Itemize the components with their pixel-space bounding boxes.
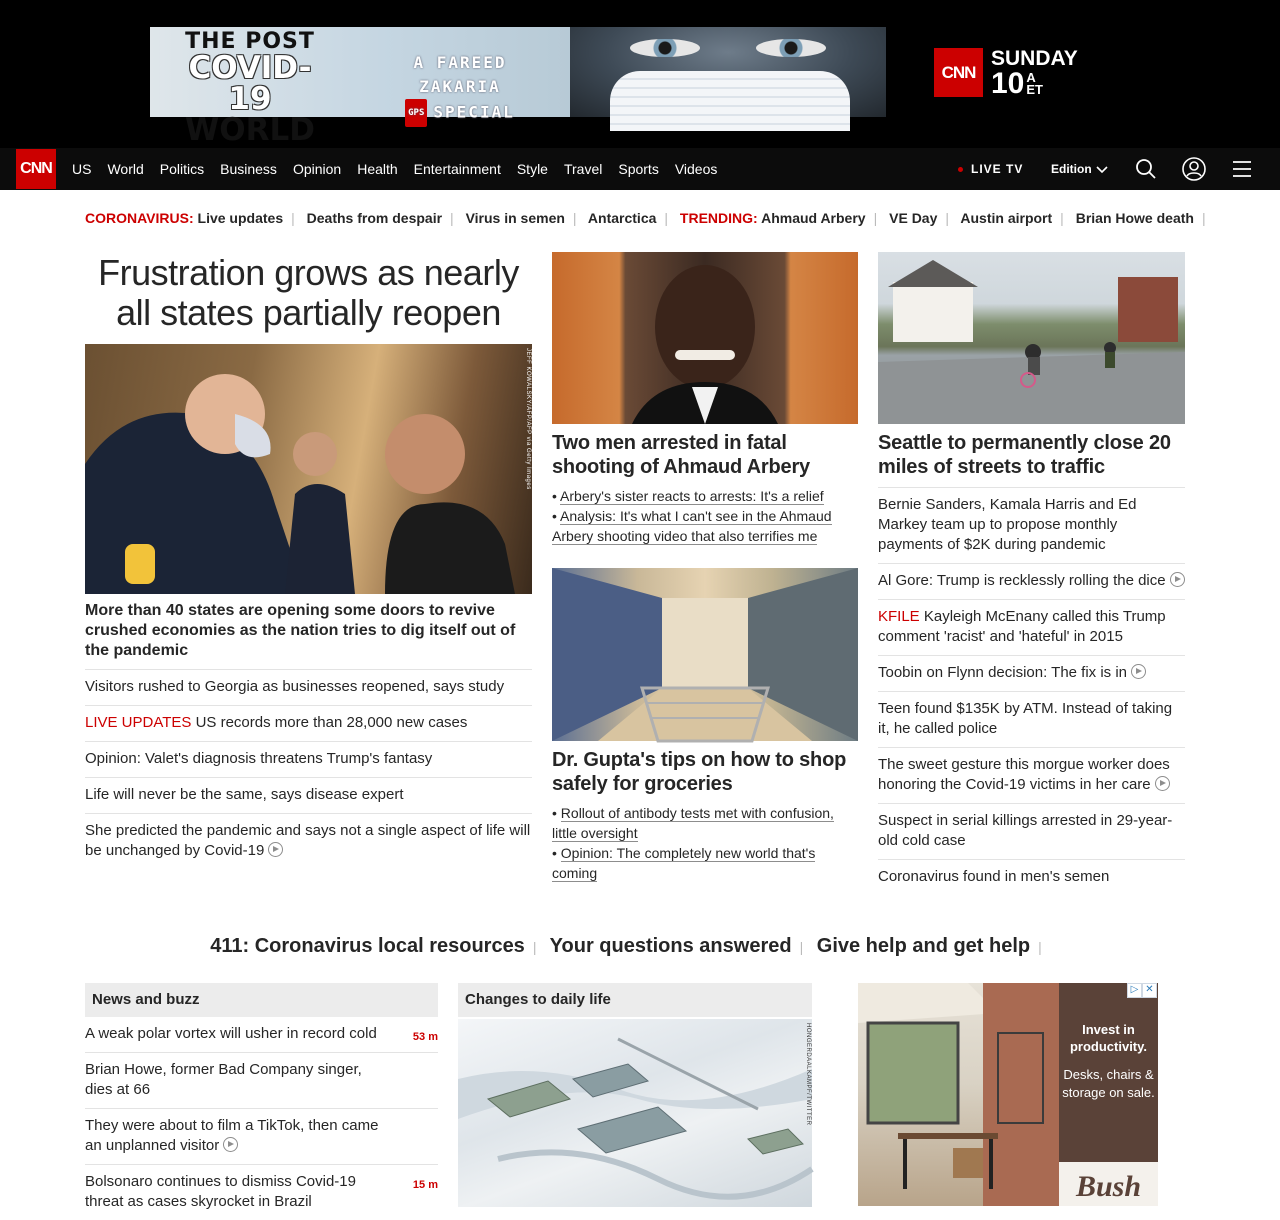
play-video-icon (1131, 664, 1146, 679)
list-item[interactable]: KFILE Kayleigh McEnany called this Trump comment 'racist' and 'hateful' in 2015 (878, 599, 1185, 655)
nav-us[interactable]: US (72, 161, 92, 177)
list-item[interactable]: Al Gore: Trump is recklessly rolling the dice (878, 563, 1185, 599)
ad-show-title: THE POST COVID-19 WORLD (185, 29, 315, 148)
seattle-street-image[interactable] (878, 252, 1185, 424)
hero-image-credit: JEFF KOWALSKY/AFP/AFP via Getty Images (525, 348, 531, 490)
edition-dropdown[interactable]: Edition (1051, 148, 1108, 190)
hero-related-links (85, 669, 532, 869)
nav-world[interactable]: World (107, 161, 144, 177)
trend-austin-airport[interactable]: Austin airport (960, 210, 1053, 226)
list-item[interactable]: Bernie Sanders, Kamala Harris and Ed Markey team up to propose monthly payments of $2K during pandemic (878, 487, 1185, 563)
nav-videos[interactable]: Videos (674, 161, 718, 177)
news-list (85, 1017, 438, 1220)
hero-image[interactable] (85, 344, 532, 594)
list-item[interactable]: She predicted the pandemic and says not a single aspect of life will be unchanged by Covid-19 (85, 813, 532, 869)
ad-headline: Invest in productivity. (1069, 1022, 1148, 1054)
cnn-logo-home[interactable]: CNN (16, 149, 56, 189)
list-item[interactable]: Coronavirus found in men's semen (878, 859, 1185, 895)
cnn-logo: CNN (934, 48, 983, 97)
ad-body: Desks, chairs & storage on sale. (1062, 1067, 1155, 1100)
trend-deaths-despair[interactable]: Deaths from despair (306, 210, 443, 226)
chevron-down-icon (1096, 166, 1108, 174)
coronavirus-label: CORONAVIRUS: (85, 210, 194, 226)
office-scene (858, 983, 1059, 1206)
play-video-icon (223, 1137, 238, 1152)
list-item[interactable]: • Arbery's sister reacts to arrests: It's a relief (552, 488, 824, 504)
daily-image-credit: HONGERDAALKAMPF/TWITTER (805, 1023, 811, 1126)
ad-masked-face-image[interactable] (570, 27, 886, 117)
nav-entertainment[interactable]: Entertainment (413, 161, 501, 177)
arbery-bullets (552, 486, 858, 546)
eye-shape (630, 39, 700, 57)
face-mask-shape (610, 71, 850, 131)
arbery-image[interactable] (552, 252, 858, 424)
antarctica-scene (458, 1019, 812, 1207)
ad-schedule: SUNDAY 10 A ET (991, 47, 1078, 100)
grocery-scene (552, 568, 858, 741)
main-nav (0, 148, 1280, 190)
close-icon[interactable]: ✕ (1142, 983, 1157, 998)
trend-ahmaud-arbery[interactable]: Ahmaud Arbery (761, 210, 866, 226)
list-item[interactable]: Teen found $135K by ATM. Instead of taking it, he called police (878, 691, 1185, 747)
gupta-headline[interactable]: Dr. Gupta's tips on how to shop safely for groceries (552, 749, 847, 795)
arbery-headline[interactable]: Two men arrested in fatal shooting of Ahmaud Arbery (552, 432, 810, 478)
trend-ve-day[interactable]: VE Day (889, 210, 938, 226)
questions-answered-link[interactable]: Your questions answered (549, 935, 792, 957)
portrait-shape (552, 252, 858, 424)
nav-style[interactable]: Style (516, 161, 548, 177)
menu-icon[interactable] (1230, 157, 1254, 181)
play-video-icon (268, 842, 283, 857)
right-column (878, 252, 1185, 895)
trend-brian-howe[interactable]: Brian Howe death (1075, 210, 1194, 226)
ad-choices (1127, 983, 1157, 998)
hero-image-scene (85, 344, 532, 594)
ad-message-panel[interactable] (1059, 983, 1158, 1162)
list-item[interactable]: LIVE UPDATES US records more than 28,000 new cases (85, 705, 532, 741)
trend-live-updates[interactable]: Live updates (197, 210, 284, 226)
ad-title-panel[interactable] (150, 27, 570, 148)
account-icon[interactable] (1182, 157, 1206, 181)
news-and-buzz (85, 983, 438, 1220)
street-scene (878, 252, 1185, 424)
list-item[interactable]: • Rollout of antibody tests met with confusion, little oversight (552, 805, 834, 841)
ad-brand-logo[interactable]: Bush (1059, 1162, 1158, 1206)
hero-column (85, 252, 532, 869)
nav-opinion[interactable]: Opinion (292, 161, 342, 177)
list-item[interactable]: Suspect in serial killings arrested in 29-year-old cold case (878, 803, 1185, 859)
nav-business[interactable]: Business (220, 161, 277, 177)
hero-subhead[interactable]: More than 40 states are opening some doors to revive crushed economies as the nation tries to dig itself out of the pandemic (85, 602, 516, 659)
search-icon[interactable] (1134, 157, 1158, 181)
list-item[interactable]: Opinion: Valet's diagnosis threatens Trump's fantasy (85, 741, 532, 777)
live-updates-tag: LIVE UPDATES (85, 714, 192, 731)
adchoices-icon[interactable]: ▷ (1127, 983, 1142, 998)
timestamp: 53 m (412, 1031, 438, 1043)
grocery-aisle-image[interactable] (552, 568, 858, 741)
seattle-headline[interactable]: Seattle to permanently close 20 miles of streets to traffic (878, 432, 1171, 478)
play-video-icon (1170, 572, 1185, 587)
nav-sports[interactable]: Sports (618, 161, 659, 177)
middle-column (552, 252, 858, 883)
nav-politics[interactable]: Politics (159, 161, 205, 177)
list-item[interactable]: A weak polar vortex will usher in record cold 53 m (85, 1017, 438, 1052)
nav-travel[interactable]: Travel (563, 161, 603, 177)
timestamp: 15 m (412, 1179, 438, 1191)
kfile-tag: KFILE (878, 608, 920, 625)
eye-shape (756, 39, 826, 57)
local-resources-link[interactable]: 411: Coronavirus local resources (210, 935, 525, 957)
list-item[interactable]: Toobin on Flynn decision: The fix is in (878, 655, 1185, 691)
gupta-bullets (552, 803, 858, 883)
give-help-link[interactable]: Give help and get help (816, 935, 1031, 957)
play-video-icon (1155, 776, 1170, 791)
trend-virus-semen[interactable]: Virus in semen (465, 210, 565, 226)
furniture-ad[interactable] (858, 983, 1158, 1206)
list-item[interactable]: They were about to film a TikTok, then came an unplanned visitor (85, 1108, 438, 1164)
live-tv-link[interactable]: LIVE TV (958, 148, 1023, 190)
list-item[interactable]: Visitors rushed to Georgia as businesses reopened, says study (85, 669, 532, 705)
section-links (64, 148, 725, 190)
trending-bar: CORONAVIRUS: Live updates | Deaths from despair | Virus in semen | Antarctica | TRENDING: Ahmaud Arbery | VE Day | Austin airport | Brian Howe death | (85, 210, 1206, 226)
hero-headline[interactable]: Frustration grows as nearly all states partially reopen (98, 252, 519, 333)
list-item[interactable]: Life will never be the same, says disease expert (85, 777, 532, 813)
list-item[interactable]: The sweet gesture this morgue worker does honoring the Covid-19 victims in her care (878, 747, 1185, 803)
list-item[interactable]: Brian Howe, former Bad Company singer, dies at 66 (85, 1052, 438, 1108)
trend-antarctica[interactable]: Antarctica (587, 210, 657, 226)
news-and-buzz-title[interactable]: News and buzz (85, 983, 438, 1017)
trending-label: TRENDING: (679, 210, 758, 226)
list-item[interactable]: • Opinion: The completely new world that's coming (552, 845, 816, 881)
list-item[interactable]: Bolsonaro continues to dismiss Covid-19 threat as cases skyrocket in Brazil 15 m (85, 1164, 438, 1220)
antarctica-base-image[interactable] (458, 1019, 812, 1207)
daily-life-title[interactable]: Changes to daily life (458, 983, 812, 1017)
ad-show-subtitle: A FAREED ZAKARIA GPS SPECIAL (370, 51, 550, 127)
top-ad-banner[interactable] (0, 0, 1280, 148)
live-dot-icon (958, 167, 963, 172)
gps-badge: GPS (405, 99, 427, 127)
office-room-image[interactable] (858, 983, 1059, 1206)
resources-bar: 411: Coronavirus local resources | Your questions answered | Give help and get help | (210, 935, 1042, 957)
changes-daily-life (458, 983, 812, 1207)
seattle-related-links (878, 487, 1185, 895)
nav-health[interactable]: Health (357, 161, 398, 177)
list-item[interactable]: • Analysis: It's what I can't see in the Ahmaud Arbery shooting video that also terrifies me (552, 508, 832, 544)
